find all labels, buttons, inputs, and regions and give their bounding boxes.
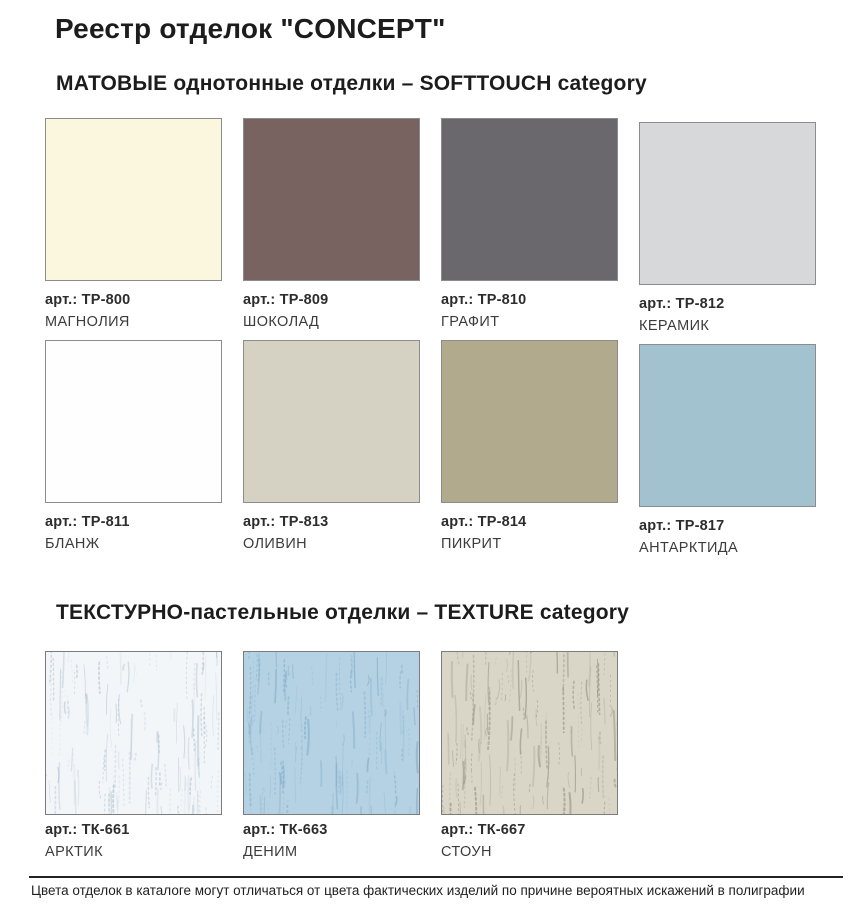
swatch-grid-softtouch (45, 118, 837, 562)
finish-swatch (639, 344, 816, 507)
finish-article: арт.: ТК-663 (243, 822, 328, 838)
wood-grain-texture (244, 652, 419, 814)
finish-article: арт.: ТР-812 (639, 296, 725, 312)
page-title: Реестр отделок "CONCEPT" (55, 13, 446, 44)
finish-card (243, 340, 420, 562)
finish-article: арт.: ТК-661 (45, 822, 130, 838)
footer-divider (29, 876, 843, 878)
section-heading-texture: ТЕКСТУРНО-пастельные отделки – TEXTURE category (56, 601, 630, 624)
wood-grain-texture (46, 652, 221, 814)
finish-card (243, 118, 420, 340)
finish-name: СТОУН (441, 844, 492, 860)
finish-swatch (243, 340, 420, 503)
finish-swatch (441, 340, 618, 503)
finish-card (45, 340, 222, 562)
footer-note: Цвета отделок в каталоге могут отличаться от цвета фактических изделий по причине вероятных искажений в полиграфии (31, 883, 805, 898)
finish-swatch (243, 118, 420, 281)
finish-card (441, 651, 618, 860)
finish-article: арт.: ТР-817 (639, 518, 725, 534)
finish-card (45, 651, 222, 860)
finish-name: ДЕНИМ (243, 844, 298, 860)
finish-article: арт.: ТР-814 (441, 514, 527, 530)
finish-card (441, 118, 618, 340)
finish-name: МАГНОЛИЯ (45, 314, 130, 330)
finish-name: ПИКРИТ (441, 536, 502, 552)
finish-article: арт.: ТР-813 (243, 514, 329, 530)
finish-name: ГРАФИТ (441, 314, 500, 330)
finish-swatch (441, 118, 618, 281)
finish-name: ОЛИВИН (243, 536, 308, 552)
finish-name: КЕРАМИК (639, 318, 710, 334)
finish-name: АРКТИК (45, 844, 103, 860)
finish-swatch (441, 651, 618, 815)
finish-swatch (45, 118, 222, 281)
finish-article: арт.: ТР-809 (243, 292, 329, 308)
finish-card (639, 122, 816, 344)
finish-article: арт.: ТР-800 (45, 292, 131, 308)
finish-name: АНТАРКТИДА (639, 540, 739, 556)
finish-article: арт.: ТК-667 (441, 822, 526, 838)
finish-card (639, 344, 816, 566)
finish-card (45, 118, 222, 340)
finish-name: БЛАНЖ (45, 536, 100, 552)
finish-article: арт.: ТР-810 (441, 292, 527, 308)
finish-name: ШОКОЛАД (243, 314, 320, 330)
finish-swatch (45, 340, 222, 503)
finish-card (243, 651, 420, 860)
finish-card (441, 340, 618, 562)
finish-swatch (243, 651, 420, 815)
finish-article: арт.: ТР-811 (45, 514, 130, 530)
swatch-grid-texture (45, 651, 837, 860)
finish-swatch (639, 122, 816, 285)
section-heading-softtouch: МАТОВЫЕ однотонные отделки – SOFTTOUCH category (56, 72, 647, 95)
wood-grain-texture (442, 652, 617, 814)
finish-swatch (45, 651, 222, 815)
